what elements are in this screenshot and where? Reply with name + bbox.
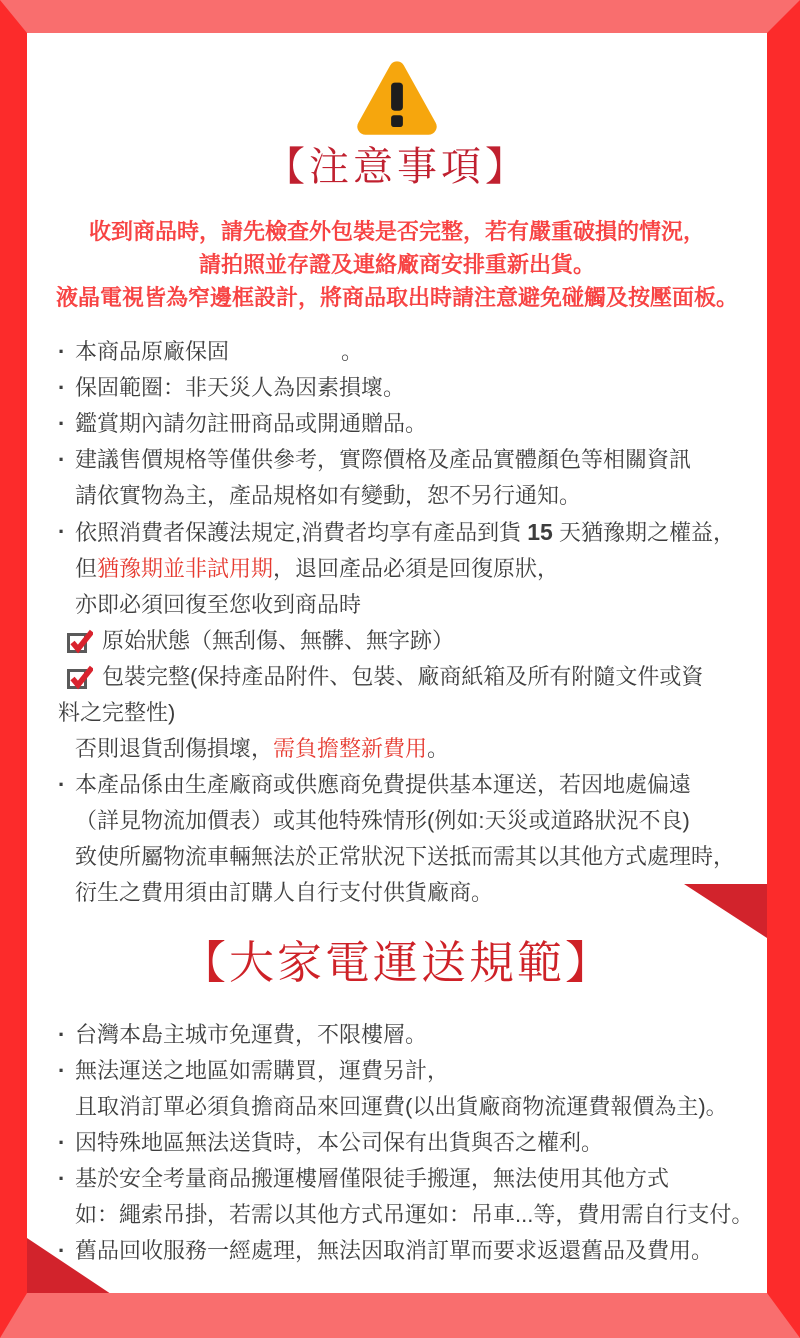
notice-item-appreciation: · 鑑賞期內請勿註冊商品或開通贈品。	[58, 406, 767, 442]
notice-item-law-line3: 亦即必須回復至您收到商品時	[75, 592, 362, 617]
notice-item-scope: · 保固範圈：非天災人為因素損壞。	[58, 370, 767, 406]
notice-item-shipping-line2: （詳見物流加價表）或其他特殊情形(例如:天災或道路狀況不良)	[75, 808, 690, 833]
delivery-item-extra-line1: · 無法運送之地區如需購買，運費另計，	[58, 1053, 767, 1089]
delivery-item-carry-line2: 如：繩索吊掛，若需以其他方式吊運如：吊車...等，費用需自行支付。	[75, 1202, 754, 1227]
warning-icon-wrap	[27, 59, 767, 127]
condition-packaging-line2: 料之完整性)	[58, 700, 176, 725]
condition-packaging-line1: 包裝完整(保持產品附件、包裝、廠商紙箱及所有附隨文件或資	[58, 659, 767, 695]
delivery-item-carry-line1: · 基於安全考量商品搬運樓層僅限徒手搬運，無法使用其他方式	[58, 1161, 767, 1197]
alert-line-3: 液晶電視皆為窄邊框設計，將商品取出時請注意避免碰觸及按壓面板。	[55, 285, 738, 310]
notice-list	[58, 334, 767, 911]
warning-triangle-icon	[351, 59, 443, 137]
notice-item-shipping-line1: · 本產品係由生產廠商或供應商免費提供基本運送，若因地處偏遠	[58, 767, 767, 803]
alert-warning-text	[27, 215, 767, 314]
delivery-item-extra-line2: 且取消訂單必須負擔商品來回運費(以出貨廠商物流運費報價為主)。	[75, 1094, 728, 1119]
not-trial-period-text: 猶豫期並非試用期	[97, 556, 274, 581]
delivery-item-recycle: · 舊品回收服務一經處理，無法因取消訂單而要求返還舊品及費用。	[58, 1233, 767, 1269]
delivery-list	[58, 1017, 767, 1269]
condition-original-state: 原始狀態（無刮傷、無髒、無字跡）	[58, 623, 767, 659]
notice-item-law-line2: 但猶豫期並非試用期，退回產品必須是回復原狀，	[75, 556, 560, 581]
cooling-off-days: 15	[527, 519, 553, 545]
notice-item-shipping-line3: 致使所屬物流車輛無法於正常狀況下送抵而需其以其他方式處理時，	[75, 844, 736, 869]
notice-item-penalty: 否則退貨刮傷損壞，需負擔整新費用。	[75, 736, 450, 761]
notice-item-price-line1: · 建議售價規格等僅供參考，實際價格及產品實體顏色等相關資訊	[58, 442, 767, 478]
renew-fee-text: 需負擔整新費用	[273, 736, 428, 761]
section-title-notice: 【注意事項】	[265, 145, 529, 189]
checked-checkbox-icon	[67, 664, 93, 690]
delivery-item-special: · 因特殊地區無法送貨時，本公司保有出貨與否之權利。	[58, 1125, 767, 1161]
notice-item-law-line1: · 依照消費者保護法規定,消費者均享有產品到貨 15 天猶豫期之權益，	[58, 514, 767, 551]
section-title-delivery: 【大家電運送規範】	[180, 937, 613, 988]
delivery-item-free: · 台灣本島主城市免運費，不限樓層。	[58, 1017, 767, 1053]
notice-item-warranty: · 本商品原廠保固 。	[58, 334, 767, 370]
checked-checkbox-icon	[67, 628, 93, 654]
notice-item-price-line2: 請依實物為主，產品規格如有變動，恕不另行通知。	[75, 483, 582, 508]
alert-line-1: 收到商品時，請先檢查外包裝是否完整，若有嚴重破損的情況，	[88, 219, 705, 244]
notice-item-shipping-line4: 衍生之費用須由訂購人自行支付供貨廠商。	[75, 880, 494, 905]
alert-line-2: 請拍照並存證及連絡廠商安排重新出貨。	[198, 252, 595, 277]
